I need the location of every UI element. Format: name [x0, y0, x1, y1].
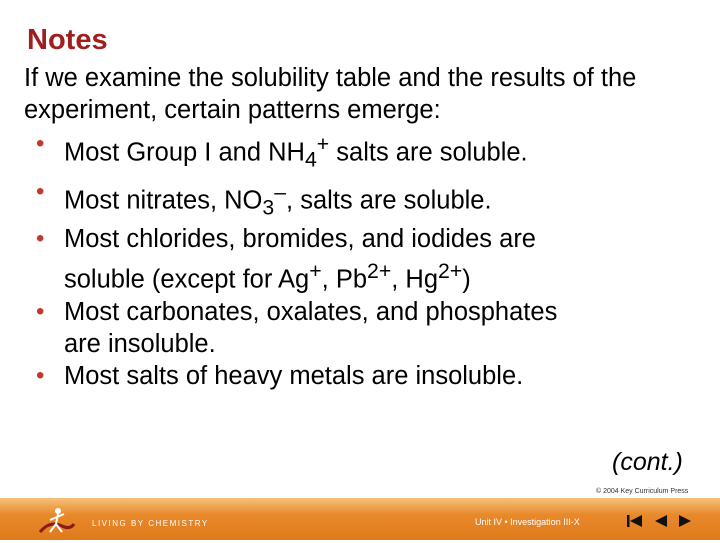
first-slide-button[interactable]: [626, 514, 644, 528]
unit-label: Unit IV • Investigation III-X: [475, 517, 580, 527]
bullet-dot-icon: •: [36, 297, 45, 325]
next-slide-icon: [676, 514, 694, 528]
bullet-heavy-metals: • Most salts of heavy metals are insoluble.: [36, 361, 524, 390]
bullet-dot-icon: •: [36, 361, 45, 389]
bullet-nitrates: • Most nitrates, $NO_3^-$, salts are soluble.: [36, 177, 492, 220]
bullet-dot-icon: •: [36, 225, 45, 253]
bullet-dot-icon: •: [36, 130, 45, 157]
living-by-chemistry-logo-icon: [36, 502, 76, 538]
next-slide-button[interactable]: [676, 514, 694, 528]
intro-paragraph: If we examine the solubility table and the results of the experiment, certain patterns emerge:: [24, 64, 637, 124]
continued-label: (cont.): [612, 448, 683, 476]
slide-body: [24, 62, 704, 392]
brand-label: LIVING BY CHEMISTRY: [92, 519, 209, 528]
bullet-halides: • Most chlorides, bromides, and iodides are soluble (except for Ag+, $Pb^{2+}$, $Hg^{2+}$): [36, 225, 536, 294]
bullet-carbonates: • Most carbonates, oxalates, and phosphates are insoluble.: [36, 297, 558, 358]
bullet-dot-icon: •: [36, 177, 45, 205]
bullet-group-one: • Most Group I and $NH_4^+$ salts are soluble.: [36, 130, 528, 172]
copyright-notice: © 2004 Key Curriculum Press: [596, 488, 689, 495]
slide-title: Notes: [27, 24, 108, 56]
first-slide-icon: [626, 514, 644, 528]
previous-slide-button[interactable]: [652, 514, 670, 528]
previous-slide-icon: [652, 514, 670, 528]
